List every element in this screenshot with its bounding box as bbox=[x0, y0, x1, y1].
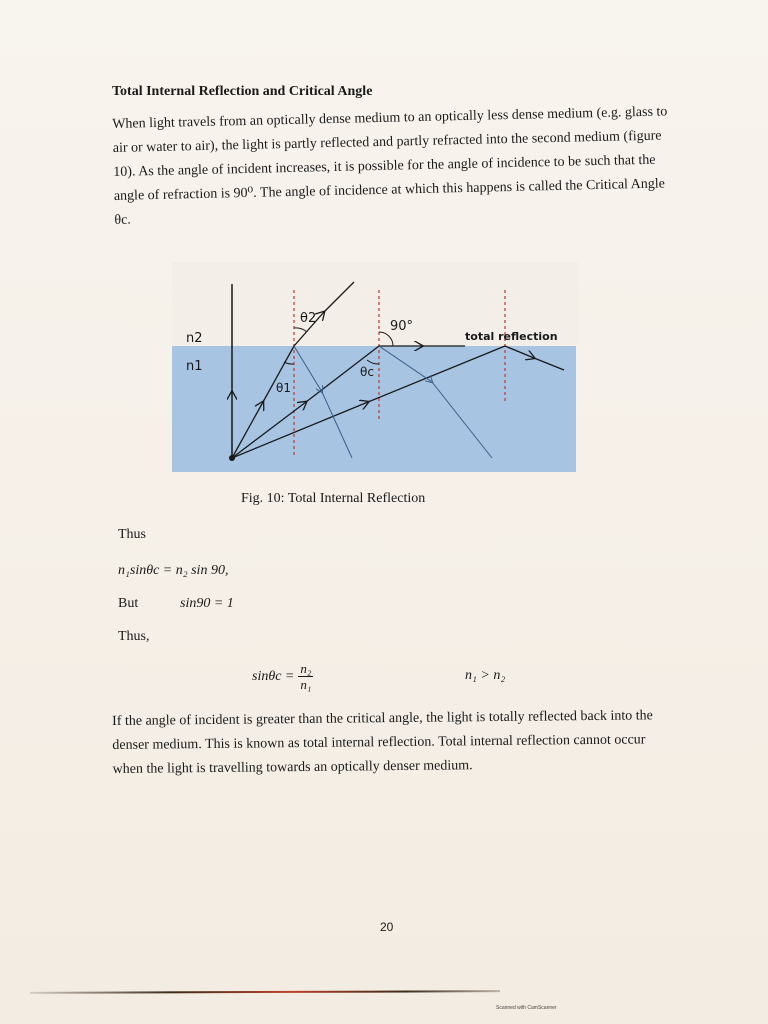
label-n1: n1 bbox=[186, 359, 203, 374]
section-heading: Total Internal Reflection and Critical Angle bbox=[112, 84, 373, 99]
formula-denominator: n₁ bbox=[300, 677, 312, 692]
index-inequality: n₁ > n₂ bbox=[465, 668, 506, 683]
label-theta2: θ2 bbox=[300, 311, 317, 326]
but-label: But bbox=[118, 596, 139, 611]
page-number: 20 bbox=[380, 920, 394, 934]
label-90: 90° bbox=[390, 319, 414, 334]
footer-rule bbox=[30, 990, 500, 994]
intro-paragraph: When light travels from an optically dense medium to an optically less dense medium (e.g. glass to air or water to air), the light is partly reflected and partly refracted into the second medium (figure 10). As the angle of incident increases, it is possible for the angle of incidence to be such that the angle of refraction is 90⁰. The angle of incidence at which this happens is called the Critical Angle θc. bbox=[112, 104, 668, 228]
sin90-equation: sin90 = 1 bbox=[180, 596, 234, 611]
thus-label: Thus bbox=[118, 527, 146, 542]
label-thetac: θc bbox=[360, 365, 374, 379]
tir-figure bbox=[172, 262, 578, 474]
conclusion-paragraph: If the angle of incident is greater than the critical angle, the light is totally reflected back into the denser medium. This is known as total internal reflection. Total internal reflection cannot occur when the light is travelling towards an optically denser medium. bbox=[112, 708, 653, 777]
scanner-watermark: Scanned with CamScanner bbox=[496, 1005, 557, 1011]
critical-angle-formula bbox=[252, 661, 313, 692]
figure-caption: Fig. 10: Total Internal Reflection bbox=[241, 491, 426, 506]
label-n2: n2 bbox=[186, 331, 203, 346]
formula-lhs: sinθc = bbox=[252, 668, 295, 684]
light-source-point bbox=[229, 455, 235, 461]
snell-equation: n₁sinθc = n₂ sin 90, bbox=[118, 563, 229, 578]
label-theta1: θ1 bbox=[276, 381, 291, 395]
label-total-reflection: total reflection bbox=[465, 330, 558, 343]
formula-numerator: n₂ bbox=[300, 661, 312, 676]
thus-label-2: Thus, bbox=[118, 629, 150, 644]
formula-fraction bbox=[298, 661, 313, 692]
tir-diagram bbox=[172, 262, 578, 474]
